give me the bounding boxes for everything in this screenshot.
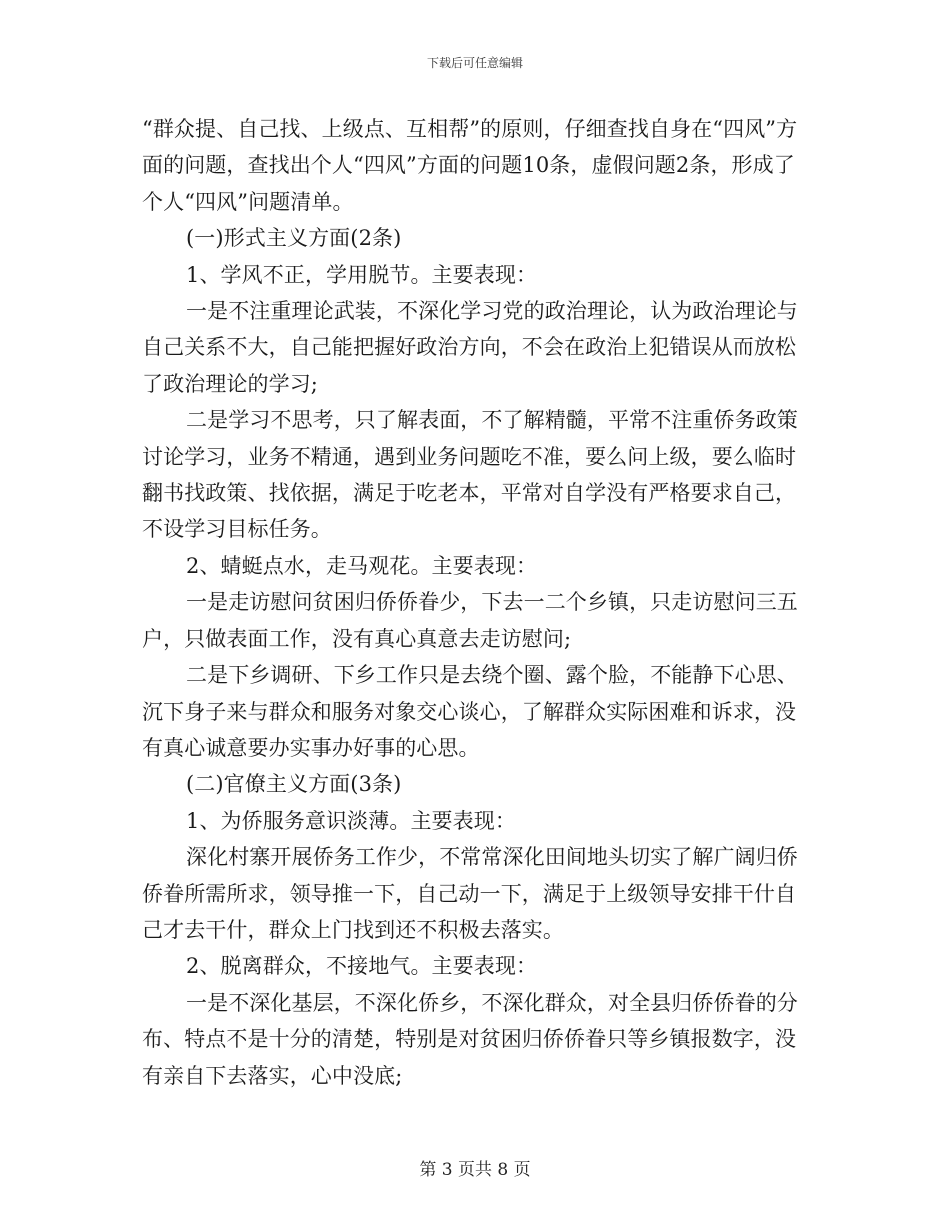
- section-heading: (一)形式主义方面(2条): [186, 226, 402, 251]
- paragraph: 深化村寨开展侨务工作少，不常常深化田间地头切实了解广阔归侨侨眷所需所求，领导推一下，自己动一下，满足于上级领导安排干什自己才去干什，群众上门找到还不积极去落实。: [142, 845, 798, 942]
- paragraph: 一是不深化基层，不深化侨乡，不深化群众，对全县归侨侨眷的分布、特点不是十分的清楚，特别是对贫困归侨侨眷只等乡镇报数字，没有亲自下去落实，心中没底;: [142, 990, 798, 1088]
- paragraph: “群众提、自己找、上级点、互相帮”的原则，仔细查找自身在“四风”方面的问题，查找出个人“四风”方面的问题10条，虚假问题2条，形成了个人“四风”问题清单。: [142, 117, 798, 214]
- subsection-heading: 2、脱离群众，不接地气。主要表现：: [186, 954, 538, 979]
- subsection-heading: 1、学风不正，学用脱节。主要表现：: [186, 262, 538, 287]
- page-number: 第 3 页共 8 页: [419, 1160, 531, 1180]
- subsection-heading: 1、为侨服务意识淡薄。主要表现：: [186, 808, 516, 833]
- document-body: [142, 111, 808, 1094]
- page-header: 下载后可任意编辑: [426, 56, 523, 70]
- paragraph: 二是下乡调研、下乡工作只是去绕个圈、露个脸，不能静下心思、沉下身子来与群众和服务对象交心谈心，了解群众实际困难和诉求，没有真心诚意要办实事办好事的心思。: [142, 663, 798, 760]
- paragraph: 二是学习不思考，只了解表面，不了解精髓，平常不注重侨务政策讨论学习，业务不精通，遇到业务问题吃不准，要么问上级，要么临时翻书找政策、找依据，满足于吃老本，平常对自学没有严格要求自己，不设学习目标任务。: [142, 408, 798, 542]
- section-heading: (二)官僚主义方面(3条): [186, 772, 402, 797]
- paragraph: 一是不注重理论武装，不深化学习党的政治理论，认为政治理论与自己关系不大，自己能把握好政治方向，不会在政治上犯错误从而放松了政治理论的学习;: [142, 299, 798, 396]
- subsection-heading: 2、蜻蜓点水，走马观花。主要表现：: [186, 553, 538, 578]
- paragraph: 一是走访慰问贫困归侨侨眷少，下去一二个乡镇，只走访慰问三五户，只做表面工作，没有真心真意去走访慰问;: [142, 590, 798, 651]
